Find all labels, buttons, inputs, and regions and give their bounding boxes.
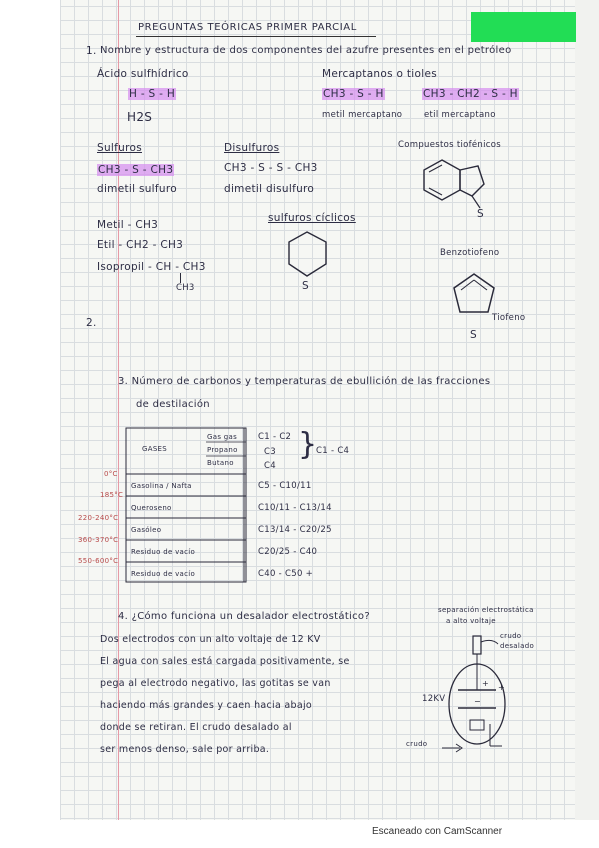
temp-1: 0°C [104,470,118,478]
gas-carbons-1: C1 - C2 [258,432,292,442]
q4-line-5: donde se retiran. El crudo desalado al [100,722,292,733]
temp-5: 550-600°C [78,557,119,565]
disulfuros-title: Disulfuros [224,142,280,154]
row-4-name: Residuo de vacío [131,548,196,556]
tiofenicos-title: Compuestos tiofénicos [398,140,501,150]
mercaptano1-formula: CH3 - S - H [323,88,384,100]
mercaptano2-name: etil mercaptano [424,110,496,120]
q4-line-6: ser menos denso, sale por arriba. [100,744,270,755]
cyclic-sulfide-s: S [302,280,309,292]
row-5-carbons: C40 - C50 + [258,569,314,579]
crudo-desalado-2: desalado [500,642,535,650]
margin-line [118,0,119,820]
temp-2: 185°C [100,491,124,499]
row-4-carbons: C20/25 - C40 [258,547,318,557]
q1-prompt: Nombre y estructura de dos componentes del azufre presentes en el petróleo [100,45,512,56]
temp-3: 220-240°C [78,514,119,522]
temp-4: 360-370°C [78,536,119,544]
row-1-carbons: C5 - C10/11 [258,481,312,491]
q4-line-4: haciendo más grandes y caen hacia abajo [100,700,313,711]
diagram-title-1: separación electrostática [438,606,534,614]
row-3-name: Gasóleo [131,526,162,534]
sulfuro-name: dimetil sulfuro [97,183,177,195]
ciclicos-title: sulfuros cíclicos [268,212,356,224]
voltage-label: 12KV [422,694,446,704]
acido-formula: H - S - H [129,88,176,100]
isopropil-line: Isopropil - CH - CH3 [97,261,206,273]
crudo-label: crudo [406,740,428,748]
gases-brace: } [298,427,318,462]
cyclic-sulfide-structure [284,230,334,292]
isopropil-branch: CH3 [176,283,195,293]
row-2-carbons: C10/11 - C13/14 [258,503,332,513]
disulfuro-name: dimetil disulfuro [224,183,315,195]
tiofeno-s: S [470,329,477,341]
h2s-formula: H2S [127,110,153,124]
gases-label: GASES [142,445,168,453]
diagram-title-2: a alto voltaje [446,617,496,625]
row-2-name: Queroseno [131,504,172,512]
disulfuro-formula: CH3 - S - S - CH3 [224,162,318,174]
mercaptano1-name: metil mercaptano [322,110,403,120]
green-tab [471,12,576,42]
row-5-name: Residuo de vacío [131,570,196,578]
svg-text:+: + [482,679,489,688]
svg-text:+: + [498,683,505,692]
sulfuro-formula: CH3 - S - CH3 [98,164,174,176]
etil-line: Etil - CH2 - CH3 [97,239,184,251]
q3-prompt-line1: 3. Número de carbonos y temperaturas de ebullición de las fracciones [118,376,491,387]
tiofeno-label: Tiofeno [492,313,526,323]
benzotiofeno-structure [420,156,510,236]
sulfuros-title: Sulfuros [97,142,142,154]
title-underline [136,36,376,37]
row-1-name: Gasolina / Nafta [131,482,192,490]
q1-number: 1. [86,45,97,57]
gas-sub-2: Propano [207,446,238,454]
desalter-diagram [440,628,520,758]
q2-number: 2. [86,317,97,329]
crudo-desalado-1: crudo [500,632,522,640]
metil-line: Metil - CH3 [97,219,159,231]
gas-carbons-2: C3 [264,447,276,457]
benzotiofeno-s: S [477,208,484,220]
q4-question: 4. ¿Cómo funciona un desalador electrostático? [118,611,370,622]
q4-line-1: Dos electrodos con un alto voltaje de 12 KV [100,634,321,645]
row-3-carbons: C13/14 - C20/25 [258,525,332,535]
gas-sub-3: Butano [207,459,234,467]
svg-text:−: − [474,697,481,706]
scanner-footer: Escaneado con CamScanner [372,826,503,837]
q4-line-2: El agua con sales está cargada positivamente, se [100,656,350,667]
scanner-side-strip [575,0,599,820]
isopropil-bond [180,273,181,283]
acido-title: Ácido sulfhídrico [97,68,189,80]
q3-prompt-line2: de destilación [136,399,210,410]
q4-line-3: pega al electrodo negativo, las gotitas se van [100,678,331,689]
gas-sub-1: Gas gas [207,433,238,441]
benzotiofeno-label: Benzotiofeno [440,248,500,258]
mercaptanos-title: Mercaptanos o tioles [322,68,437,80]
mercaptano2-formula: CH3 - CH2 - S - H [423,88,518,100]
gas-carbons-3: C4 [264,461,276,471]
page-title: PREGUNTAS TEÓRICAS PRIMER PARCIAL [138,22,357,33]
gases-group: C1 - C4 [316,446,350,456]
